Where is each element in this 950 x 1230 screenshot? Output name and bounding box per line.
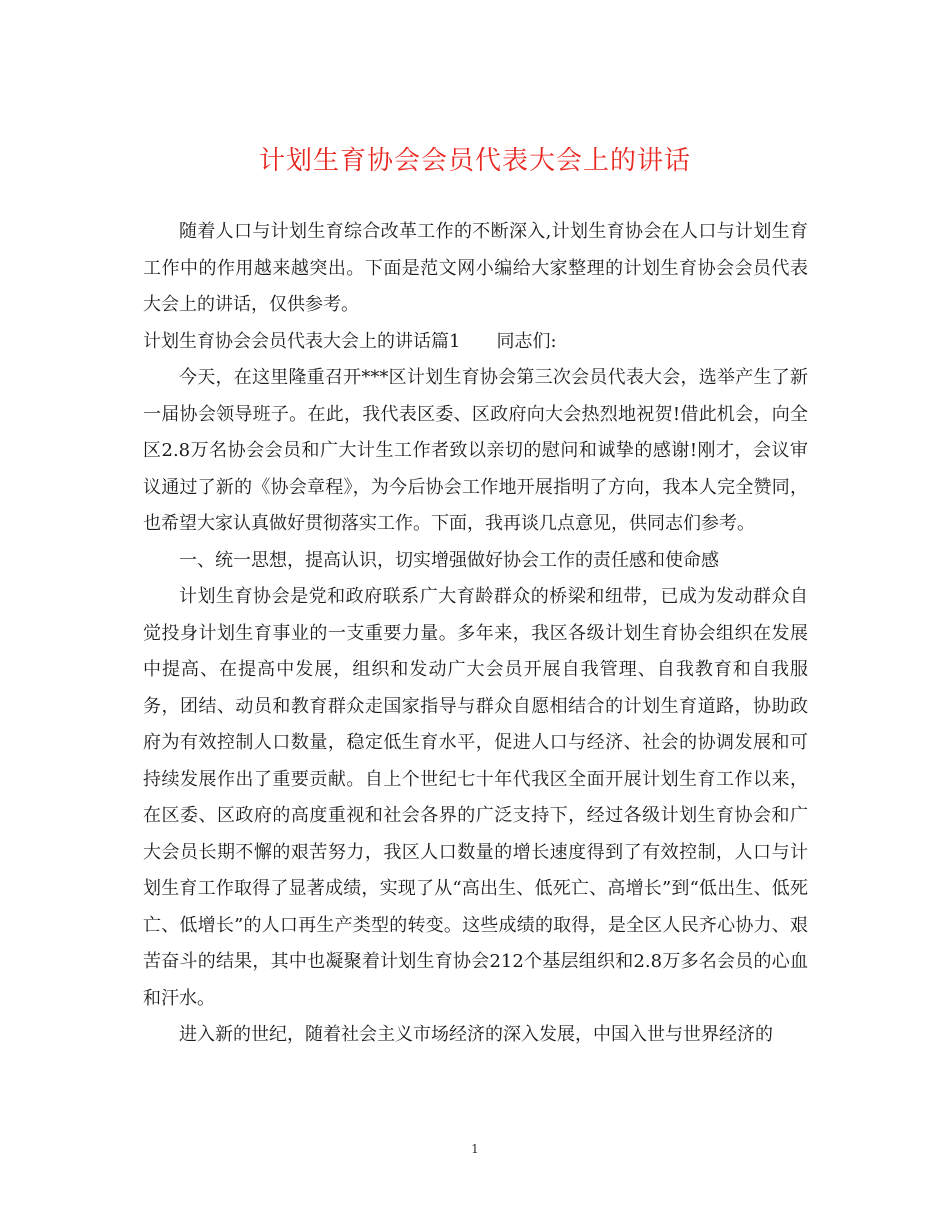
page-number: 1 [471, 1142, 479, 1156]
section-one-heading: 一、统一思想，提高认识，切实增强做好协会工作的责任感和使命感 [179, 549, 719, 571]
intro-paragraph: 随着人口与计划生育综合改革工作的不断深入,计划生育协会在人口与计划生育工作中的作用越来越突出。下面是范文网小编给大家整理的计划生育协会会员代表大会上的讲话，仅供参考。 [143, 221, 808, 315]
section-one-paragraph: 计划生育协会是党和政府联系广大育龄群众的桥梁和纽带，已成为发动群众自觉投身计划生育事业的一支重要力量。多年来，我区各级计划生育协会组织在发展中提高、在提高中发展，组织和发动广大会员开展自我管理、自我教育和自我服务，团结、动员和教育群众走国家指导与群众自愿相结合的计划生育道路，协助政府为有效控制人口数量，稳定低生育水平，促进人口与经济、社会的协调发展和可持续发展作出了重要贡献。自上个世纪七十年代我区全面开展计划生育工作以来，在区委、区政府的高度重视和社会各界的广泛支持下，经过各级计划生育协会和广大会员长期不懈的艰苦努力，我区人口数量的增长速度得到了有效控制，人口与计划生育工作取得了显著成绩，实现了从“高出生、低死亡、高增长”到“低出生、低死亡、低增长”的人口再生产类型的转变。这些成绩的取得，是全区人民齐心协力、艰苦奋斗的结果，其中也凝聚着计划生育协会212个基层组织和2.8万多名会员的心血和汗水。 [143, 586, 808, 1009]
continuation-paragraph: 进入新的世纪，随着社会主义市场经济的深入发展，中国入世与世界经济的 [179, 1024, 773, 1045]
document-body [143, 214, 808, 1054]
document-title: 计划生育协会会员代表大会上的讲话 [258, 146, 691, 176]
opening-paragraph: 今天，在这里隆重召开***区计划生育协会第三次会员代表大会，选举产生了新一届协会领导班子。在此，我代表区委、区政府向大会热烈地祝贺!借此机会，向全区2.8万名协会会员和广大计生工作者致以亲切的慰问和诚挚的感谢!刚才，会议审议通过了新的《协会章程》，为今后协会工作地开展指明了方向，我本人完全赞同，也希望大家认真做好贯彻落实工作。下面，我再谈几点意见，供同志们参考。 [143, 367, 808, 534]
section-heading-line: 计划生育协会会员代表大会上的讲话篇1 同志们: [143, 330, 557, 352]
